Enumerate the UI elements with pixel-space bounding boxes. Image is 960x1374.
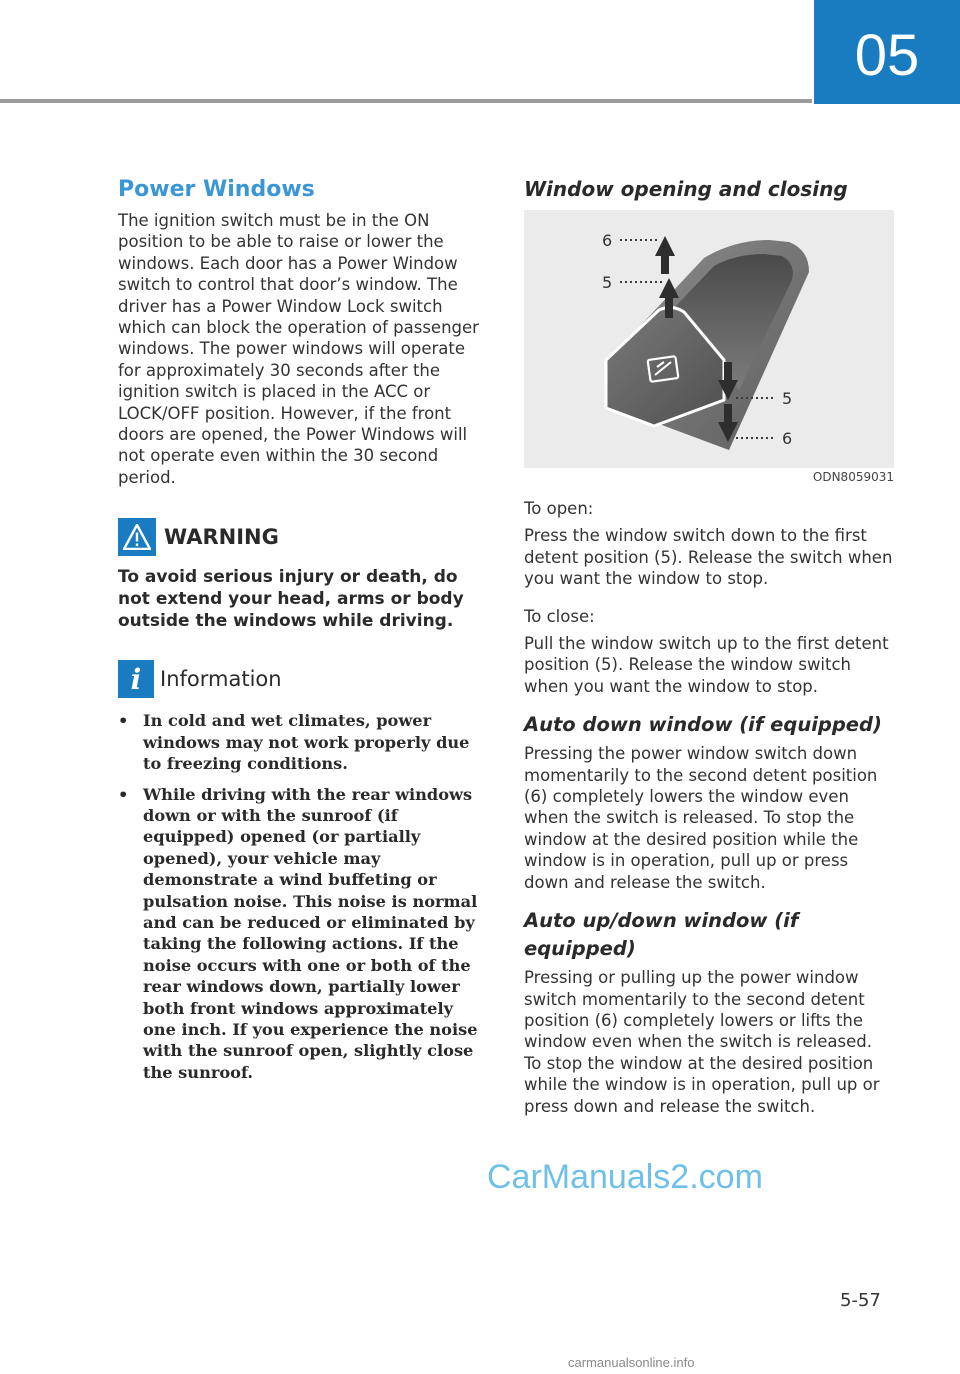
figure-code: ODN8059031: [812, 470, 894, 484]
window-switch-figure: [524, 210, 894, 468]
header-rule: [0, 99, 812, 103]
list-item: • In cold and wet climates, power windows may not work properly due to freezing conditions.: [118, 710, 490, 774]
left-column: [118, 174, 490, 1092]
auto-up-down-title: Auto up/down window (if equipped): [524, 909, 799, 961]
footer-source-mark: carmanualsonline.info: [568, 1355, 695, 1370]
to-close-text: Pull the window switch up to the first detent position (5). Release the window switch when you want the window to stop.: [524, 634, 889, 696]
page-number: 5-57: [840, 1290, 881, 1311]
chapter-tab: 05: [814, 0, 960, 104]
auto-down-title: Auto down window (if equipped): [524, 713, 882, 737]
warning-header: [118, 518, 490, 556]
section-intro: The ignition switch must be in the ON position to be able to raise or lower the windows. Each door has a Power Window switch to control that door’s window. The driver has a Power Window Lock switch which can block the operation of passenger windows. The power windows will operate for approximately 30 seconds after the ignition switch is placed in the ACC or LOCK/OFF position. However, if the front doors are opened, the Power Windows will not operate even within the 30 second period.: [118, 211, 479, 487]
warning-title: WARNING: [164, 525, 279, 550]
to-open-label: To open:: [524, 499, 594, 518]
to-close-label: To close:: [524, 606, 595, 626]
label-up-5: 5: [602, 273, 613, 292]
watermark: CarManuals2.com: [487, 1158, 763, 1196]
opening-closing-title: Window opening and closing: [524, 177, 848, 201]
to-open-text: Press the window switch down to the first detent position (5). Release the switch when you want the window to stop.: [524, 526, 893, 589]
right-column: [524, 174, 894, 1117]
warning-text: To avoid serious injury or death, do not extend your head, arms or body outside the windows while driving.: [118, 567, 464, 632]
auto-down-text: Pressing the power window switch down momentarily to the second detent position (6) completely lowers the window even when the switch is released. To stop the window at the desired position while the window is in operation, pull up or press down and release the switch.: [524, 744, 878, 892]
warning-icon: [118, 518, 156, 556]
information-title: Information: [160, 667, 282, 692]
label-up-6: 6: [602, 231, 613, 250]
label-down-5: 5: [782, 389, 793, 408]
section-title: Power Windows: [118, 177, 315, 202]
information-header: [118, 660, 490, 698]
label-down-6: 6: [782, 429, 793, 448]
list-item: • While driving with the rear windows down or with the sunroof (if equipped) opened (or partially opened), your vehicle may demonstrate a wind buffeting or pulsation noise. This noise is normal and can be reduced or eliminated by taking the following actions. If the noise occurs with one or both of the rear windows down, partially lower both front windows approximately one inch. If you experience the noise with the sunroof open, slightly close the sunroof.: [118, 784, 490, 1084]
window-switch-illustration: [524, 210, 894, 468]
information-list: [118, 710, 490, 1083]
auto-up-down-text: Pressing or pulling up the power window switch momentarily to the second detent position (6) completely lowers or lifts the window even when the switch is released. To stop the window at the desired position while the window is in operation, pull up or press down and release the switch.: [524, 968, 880, 1116]
info-icon: i: [118, 660, 154, 698]
